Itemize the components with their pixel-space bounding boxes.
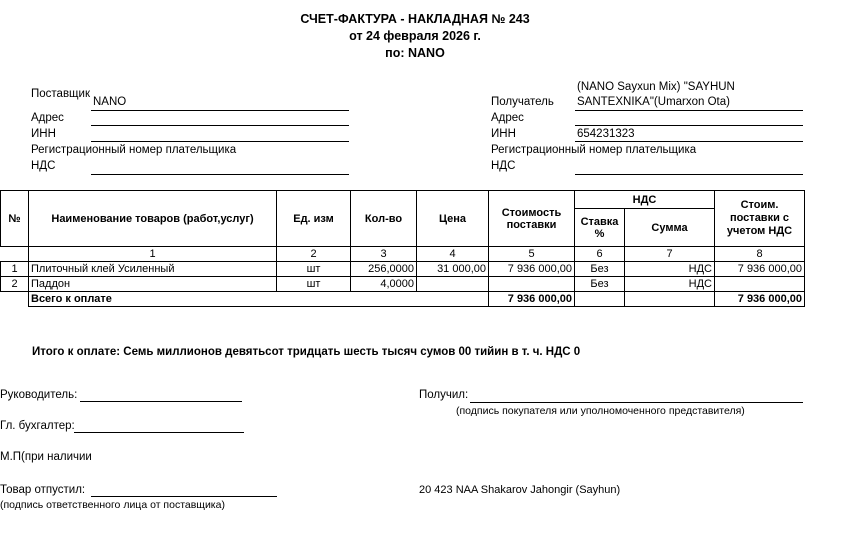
total-row xyxy=(1,292,805,307)
recipient-name-line2: SANTEXNIKA"(Umarxon Ota) xyxy=(577,96,730,108)
col-number: 2 xyxy=(277,247,351,262)
header-unit: Ед. изм xyxy=(277,191,351,247)
table-row xyxy=(1,262,805,277)
row-qty: 256,0000 xyxy=(351,262,417,277)
supplier-vat-underline xyxy=(91,174,349,175)
recipient-vat-label: НДС xyxy=(491,160,516,172)
recipient-vat-underline xyxy=(575,174,803,175)
row-vat-sum: НДС xyxy=(625,262,715,277)
received-signature-line xyxy=(470,402,803,403)
row-cost xyxy=(489,277,575,292)
table-row xyxy=(1,277,805,292)
supplier-reg-label: Регистрационный номер плательщика xyxy=(31,144,237,156)
head-signature-line xyxy=(80,401,242,402)
released-caption: (подпись ответственного лица от поставщика) xyxy=(0,499,225,511)
header-vat-sum: Сумма xyxy=(625,209,715,247)
row-vat-sum: НДС xyxy=(625,277,715,292)
received-label: Получил: xyxy=(419,389,469,401)
col-number: 5 xyxy=(489,247,575,262)
col-number: 7 xyxy=(625,247,715,262)
row-name: Плиточный клей Усиленный xyxy=(29,262,277,277)
header-name: Наименование товаров (работ,услуг) xyxy=(29,191,277,247)
amount-in-words: Итого к оплате: Семь миллионов девятьсот тридцать шесть тысяч сумов 00 тийин в т. ч. НДС 0 xyxy=(32,346,581,358)
header-cost: Стоимость поставки xyxy=(489,191,575,247)
document-title: СЧЕТ-ФАКТУРА - НАКЛАДНАЯ № 243 xyxy=(300,12,530,26)
row-price: 31 000,00 xyxy=(417,262,489,277)
accountant-signature-line xyxy=(74,432,244,433)
row-unit: шт xyxy=(277,262,351,277)
total-with-vat: 7 936 000,00 xyxy=(715,292,805,307)
row-vat-rate: Без xyxy=(575,262,625,277)
recipient-label: Получатель xyxy=(491,96,554,108)
supplier-address-underline xyxy=(91,125,349,126)
supplier-inn-underline xyxy=(91,141,349,142)
col-number: 8 xyxy=(715,247,805,262)
row-unit: шт xyxy=(277,277,351,292)
col-number: 4 xyxy=(417,247,489,262)
total-cost: 7 936 000,00 xyxy=(489,292,575,307)
row-vat-rate: Без xyxy=(575,277,625,292)
row-price xyxy=(417,277,489,292)
supplier-underline xyxy=(91,110,349,111)
released-label: Товар отпустил: xyxy=(0,484,86,496)
col-number: 1 xyxy=(29,247,277,262)
receiver-info: 20 423 NAA Shakarov Jahongir (Sayhun) xyxy=(419,484,621,496)
recipient-address-label: Адрес xyxy=(491,112,524,124)
stamp-label: М.П(при наличии xyxy=(0,451,92,463)
recipient-inn-label: ИНН xyxy=(491,128,516,140)
supplier-address-label: Адрес xyxy=(31,112,64,124)
invoice-table xyxy=(0,190,805,307)
received-caption: (подпись покупателя или уполномоченного представителя) xyxy=(456,405,745,417)
recipient-reg-label: Регистрационный номер плательщика xyxy=(491,144,697,156)
row-num: 2 xyxy=(1,277,29,292)
document-basis: по: NANO xyxy=(385,46,445,60)
header-qty: Кол-во xyxy=(351,191,417,247)
accountant-label: Гл. бухгалтер: xyxy=(0,420,75,432)
row-qty: 4,0000 xyxy=(351,277,417,292)
supplier-label: Поставщик xyxy=(31,88,90,100)
row-total xyxy=(715,277,805,292)
row-name: Паддон xyxy=(29,277,277,292)
row-cost: 7 936 000,00 xyxy=(489,262,575,277)
column-number-row xyxy=(1,247,805,262)
row-total: 7 936 000,00 xyxy=(715,262,805,277)
row-num: 1 xyxy=(1,262,29,277)
supplier-inn-label: ИНН xyxy=(31,128,56,140)
head-label: Руководитель: xyxy=(0,389,78,401)
recipient-underline xyxy=(575,110,803,111)
supplier-value: NANO xyxy=(93,96,127,108)
total-label: Всего к оплате xyxy=(29,292,489,307)
header-total: Стоим. поставки с учетом НДС xyxy=(715,191,805,247)
recipient-address-underline xyxy=(575,125,803,126)
col-number: 6 xyxy=(575,247,625,262)
header-vat: НДС xyxy=(575,191,715,209)
header-num: № xyxy=(1,191,29,247)
header-price: Цена xyxy=(417,191,489,247)
header-vat-rate: Ставка % xyxy=(575,209,625,247)
recipient-inn-value: 654231323 xyxy=(577,128,635,140)
recipient-inn-underline xyxy=(575,141,803,142)
document-date: от 24 февраля 2026 г. xyxy=(349,29,481,43)
released-signature-line xyxy=(91,496,277,497)
recipient-name-line1: (NANO Sayxun Mix) "SAYHUN xyxy=(577,81,735,93)
col-number: 3 xyxy=(351,247,417,262)
supplier-vat-label: НДС xyxy=(31,160,56,172)
